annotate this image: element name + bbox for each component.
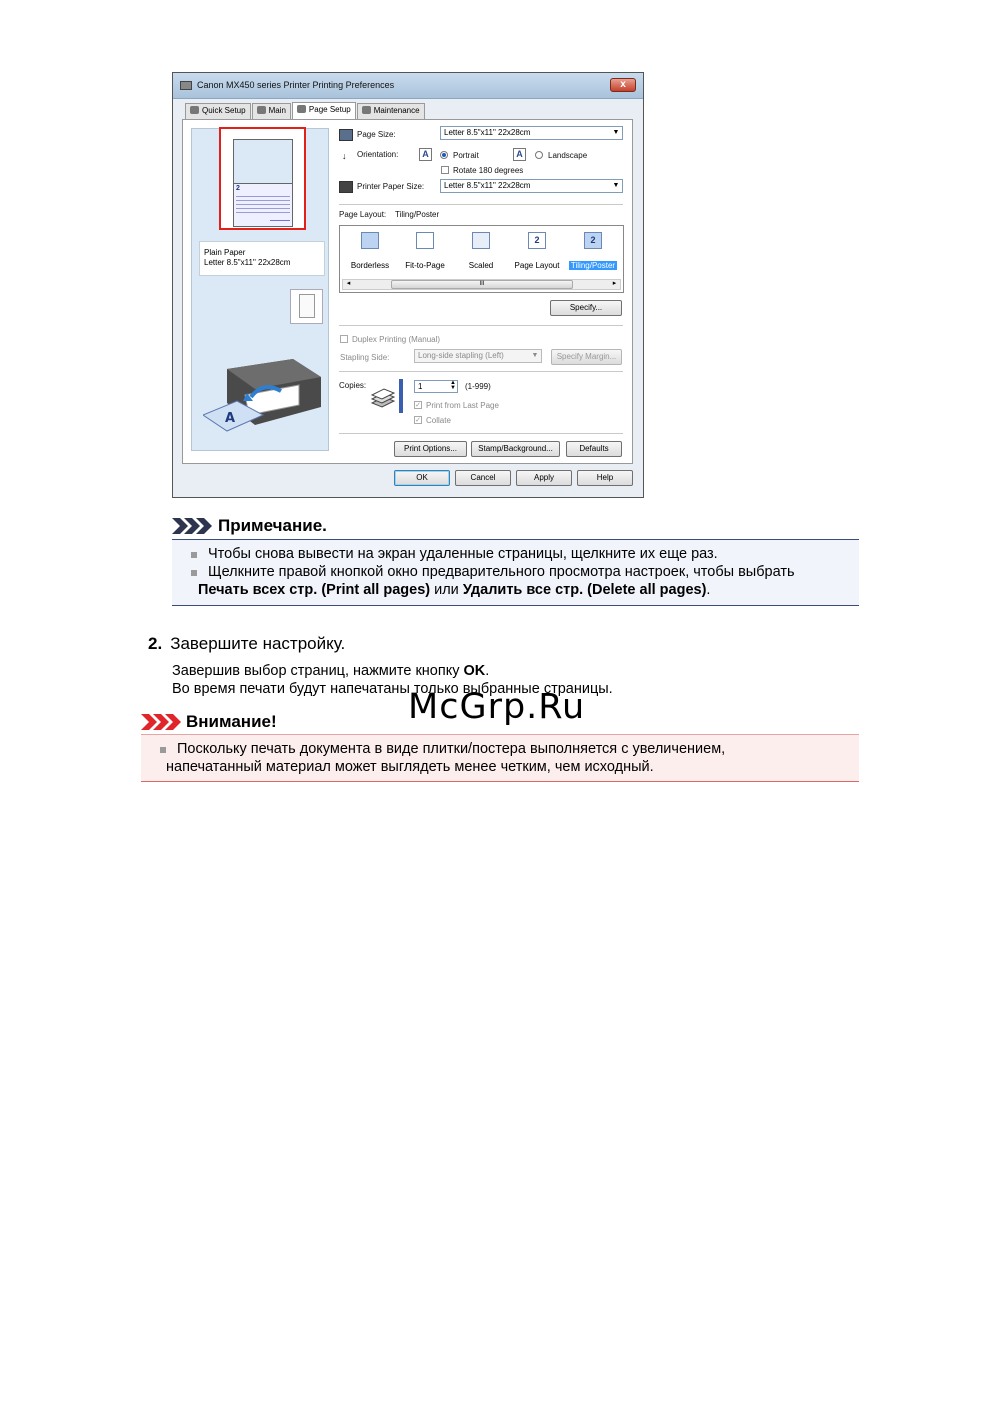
bullet-icon — [191, 552, 197, 558]
printing-preferences-dialog — [172, 72, 644, 498]
borderless-icon — [361, 232, 379, 249]
note-arrows-icon — [172, 518, 212, 534]
page-layout-value: Tiling/Poster — [395, 210, 440, 219]
bullet-icon — [191, 570, 197, 576]
tab-bar — [185, 102, 426, 119]
rotate-180-label: Rotate 180 degrees — [453, 166, 524, 175]
layout-scaled-label: Scaled — [468, 261, 494, 270]
note-item-2-line-1: Щелкните правой кнопкой окно предварительного просмотра настроек, чтобы выбрать — [208, 564, 795, 580]
orientation-label: Orientation: — [357, 150, 399, 159]
chevron-down-icon: ▼ — [612, 129, 620, 136]
watermark: McGrp.Ru — [408, 687, 586, 727]
chevron-down-icon: ▼ — [531, 352, 539, 359]
printer-paper-size-value: Letter 8.5"x11" 22x28cm — [444, 181, 531, 190]
note-item-1: Чтобы снова вывести на экран удаленные страницы, щелкните их еще раз. — [208, 546, 718, 562]
page-outline-icon — [299, 294, 315, 318]
tab-main[interactable] — [252, 103, 291, 119]
tab-quick-setup-label: Quick Setup — [202, 106, 246, 115]
tab-page-setup[interactable] — [292, 102, 356, 119]
layout-tiling-poster[interactable] — [565, 230, 621, 274]
page-layout-icon: 2 — [528, 232, 546, 249]
stamp-background-button[interactable]: Stamp/Background... — [471, 441, 560, 457]
page-size-label: Page Size: — [357, 130, 396, 139]
page-layout-list — [339, 225, 624, 293]
tab-page-setup-label: Page Setup — [308, 105, 351, 114]
step-line-1-text: Завершив выбор страниц, нажмите кнопку — [172, 663, 464, 679]
tiling-preview[interactable] — [219, 127, 306, 230]
preview-line — [270, 220, 290, 221]
stapling-side-value: Long-side stapling (Left) — [418, 351, 504, 360]
copies-value: 1 — [418, 382, 423, 391]
page-size-select[interactable] — [440, 126, 623, 140]
specify-button[interactable]: Specify... — [550, 300, 622, 316]
divider — [339, 325, 623, 326]
delete-all-pages-term: Удалить все стр. (Delete all pages) — [462, 582, 707, 598]
divider — [339, 204, 623, 205]
portrait-radio[interactable] — [440, 151, 448, 159]
note-title: Примечание. — [218, 516, 327, 535]
printer-paper-size-select[interactable] — [440, 179, 623, 193]
dialog-title: Canon MX450 series Printer Printing Preferences — [197, 80, 395, 90]
printer-paper-icon — [339, 181, 353, 193]
defaults-button[interactable]: Defaults — [566, 441, 622, 457]
step-number: 2. — [148, 634, 163, 653]
specify-margin-button[interactable]: Specify Margin... — [551, 349, 622, 365]
apply-button[interactable]: Apply — [516, 470, 572, 486]
ok-term: OK — [463, 663, 486, 679]
step-line-1 — [172, 662, 489, 680]
warning-title: Внимание! — [186, 712, 277, 731]
preview-page-number: 2 — [236, 185, 240, 192]
note-conjunction: или — [430, 582, 463, 598]
layout-scrollbar[interactable] — [342, 279, 621, 290]
copies-stack-icon — [370, 387, 396, 413]
step-line-2: Во время печати будут напечатаны только выбранные страницы. — [172, 681, 613, 697]
rotate-180-checkbox[interactable] — [441, 166, 449, 174]
tab-quick-setup[interactable] — [185, 103, 251, 119]
quick-setup-icon — [190, 106, 199, 114]
svg-text:A: A — [225, 411, 236, 426]
landscape-radio[interactable] — [535, 151, 543, 159]
page-setup-icon — [297, 105, 306, 113]
duplex-label: Duplex Printing (Manual) — [352, 335, 441, 344]
bullet-icon — [160, 747, 166, 753]
page-layout-label: Page Layout: — [339, 210, 387, 219]
spin-arrows-icon[interactable]: ▲ ▼ — [450, 380, 456, 391]
cancel-button[interactable]: Cancel — [455, 470, 511, 486]
printer-illustration-icon — [203, 351, 323, 443]
layout-borderless[interactable] — [342, 230, 398, 274]
tab-maintenance-label: Maintenance — [373, 106, 420, 115]
print-from-last-page-label: Print from Last Page — [426, 401, 499, 410]
help-button[interactable]: Help — [577, 470, 633, 486]
layout-tiling-poster-label: Tiling/Poster — [570, 261, 616, 270]
scaled-icon — [472, 232, 490, 249]
scroll-thumb[interactable]: III — [391, 280, 573, 289]
ok-button[interactable]: OK — [394, 470, 450, 486]
step-heading — [148, 633, 345, 655]
preview-line — [236, 208, 290, 209]
print-all-pages-term: Печать всех стр. (Print all pages) — [198, 582, 431, 598]
paper-orientation-preview — [290, 289, 323, 324]
layout-page-layout-label: Page Layout — [514, 261, 560, 270]
copies-order-icon — [399, 379, 403, 413]
layout-scaled[interactable] — [453, 230, 509, 274]
tab-main-label: Main — [268, 106, 286, 115]
print-from-last-page-checkbox[interactable]: ✓ — [415, 402, 421, 409]
page-size-icon — [339, 129, 353, 141]
portrait-icon: A — [419, 148, 432, 161]
layout-page-layout[interactable] — [509, 230, 565, 274]
note-item-2-line-2 — [198, 581, 710, 599]
step-line-1-period: . — [485, 663, 490, 679]
preview-page-2[interactable] — [233, 183, 293, 227]
orientation-arrow-icon: ↓ — [342, 151, 347, 161]
duplex-checkbox[interactable] — [340, 335, 348, 343]
collate-checkbox[interactable]: ✓ — [415, 417, 421, 424]
page-size-value: Letter 8.5"x11" 22x28cm — [444, 128, 531, 137]
tiling-poster-icon: 2 — [584, 232, 602, 249]
printer-icon — [180, 81, 192, 90]
preview-line — [236, 212, 290, 213]
preview-line — [236, 196, 290, 197]
layout-fit-to-page[interactable] — [397, 230, 453, 274]
divider — [339, 371, 623, 372]
note-box — [172, 539, 859, 606]
copies-range: (1-999) — [465, 382, 491, 391]
note-period: . — [706, 582, 711, 598]
media-info — [199, 241, 325, 276]
divider — [339, 433, 623, 434]
main-icon — [257, 106, 266, 114]
warning-line-2: напечатанный материал может выглядеть менее четким, чем исходный. — [166, 759, 654, 775]
close-button[interactable]: x — [610, 78, 636, 92]
preview-page-1[interactable] — [233, 139, 293, 183]
scroll-right-icon[interactable]: ▸ — [612, 280, 617, 287]
layout-fit-to-page-label: Fit-to-Page — [405, 261, 445, 270]
media-paper-type: Plain Paper — [204, 248, 246, 257]
preview-line — [236, 200, 290, 201]
stapling-side-label: Stapling Side: — [340, 353, 390, 362]
chevron-down-icon: ▼ — [612, 182, 620, 189]
copies-label: Copies: — [339, 381, 367, 390]
step-title: Завершите настройку. — [170, 634, 346, 653]
fit-to-page-icon — [416, 232, 434, 249]
landscape-icon: A — [513, 148, 526, 161]
preview-line — [236, 204, 290, 205]
warning-line-1: Поскольку печать документа в виде плитки/постера выполняется с увеличением, — [177, 741, 726, 757]
stapling-side-select[interactable] — [414, 349, 542, 363]
tab-maintenance[interactable] — [357, 103, 425, 119]
warning-arrows-icon — [141, 714, 181, 730]
collate-label: Collate — [426, 416, 451, 425]
layout-borderless-label: Borderless — [350, 261, 390, 270]
printer-paper-size-label: Printer Paper Size: — [357, 182, 425, 191]
maintenance-icon — [362, 106, 371, 114]
copies-input[interactable] — [414, 380, 458, 393]
dialog-titlebar — [173, 73, 643, 99]
print-options-button[interactable]: Print Options... — [394, 441, 467, 457]
warning-box — [141, 734, 859, 782]
landscape-label: Landscape — [548, 151, 588, 160]
scroll-left-icon[interactable]: ◂ — [346, 280, 351, 287]
media-paper-size: Letter 8.5"x11" 22x28cm — [204, 258, 291, 267]
portrait-label: Portrait — [453, 151, 479, 160]
